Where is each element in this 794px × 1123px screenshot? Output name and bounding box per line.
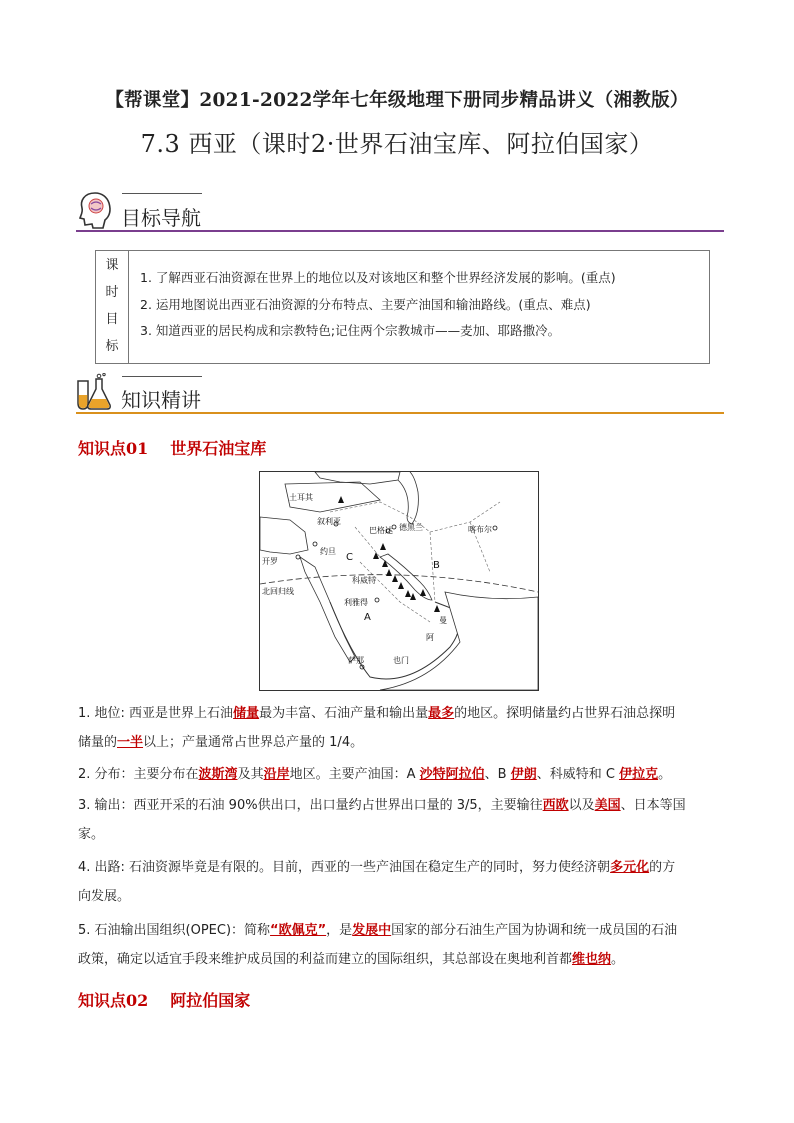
section-top-rule	[122, 193, 202, 194]
map-label-yemen: 也门	[393, 656, 409, 665]
document-title: 【帮课堂】2021-2022学年七年级地理下册同步精品讲义（湘教版）	[105, 90, 689, 111]
text: 向发展。	[78, 889, 131, 904]
text: 及其	[237, 767, 264, 782]
lesson-title: 7.3 西亚（课时2·世界石油宝库、阿拉伯国家）	[140, 130, 654, 158]
goals-list	[140, 265, 616, 345]
knowledge-section-title: 知识精讲	[121, 388, 201, 412]
map-label-turkey: 土耳其	[289, 493, 313, 502]
text: 国家的部分石油生产国为协调和统一成员国的石油	[391, 923, 678, 938]
text: 最为丰富、石油产量和输出量	[259, 706, 429, 721]
flask-icon	[74, 373, 114, 417]
map-marker-c: C	[346, 552, 353, 563]
map-label-syria: 叙利亚	[317, 517, 341, 526]
section-top-rule	[122, 376, 202, 377]
knowledge-point-number: 知识点01	[78, 439, 149, 458]
text: 以上；产量通常占世界总产量的 1/4。	[143, 735, 364, 750]
answer-highlight: 伊拉克	[619, 767, 659, 782]
map-label-oman: 曼	[439, 616, 447, 625]
text: 家。	[78, 827, 105, 842]
answer-highlight: 储量	[233, 706, 260, 721]
text: 2. 分布：主要分布在	[78, 767, 199, 782]
goals-section-title: 目标导航	[121, 206, 201, 230]
map-label-kabul: 喀布尔	[468, 525, 492, 534]
west-asia-oil-map	[259, 471, 539, 691]
text: 。	[658, 767, 672, 782]
knowledge-point-1-heading	[78, 436, 266, 459]
paragraph-position	[78, 699, 720, 757]
answer-highlight: “欧佩克”	[270, 923, 327, 938]
answer-highlight: 维也纳	[572, 952, 612, 967]
knowledge-point-2-heading	[78, 988, 250, 1011]
map-label-tropic: 北回归线	[262, 587, 294, 596]
text: 的地区。探明储量约占世界石油总探明	[454, 706, 676, 721]
text: 。	[611, 952, 625, 967]
goals-label	[96, 251, 129, 363]
goal-item: 1. 了解西亚石油资源在世界上的地位以及对该地区和整个世界经济发展的影响。(重点)	[140, 270, 616, 285]
text: 3. 输出：西亚开采的石油 90%供出口，出口量约占世界出口量的 3/5，主要输往	[78, 798, 543, 813]
text: 、B	[484, 767, 511, 782]
map-marker-a: A	[364, 612, 371, 623]
text: 的方	[649, 860, 676, 875]
goals-label-char: 目	[105, 312, 119, 327]
knowledge-point-name: 世界石油宝库	[170, 439, 267, 458]
text: 5. 石油输出国组织(OPEC)：简称	[78, 923, 271, 938]
answer-highlight: 最多	[428, 706, 455, 721]
knowledge-point-number: 知识点02	[78, 991, 149, 1010]
answer-highlight: 伊朗	[510, 767, 537, 782]
text: ，是	[326, 923, 353, 938]
answer-highlight: 一半	[117, 735, 144, 750]
map-label-sanaa: 萨那	[348, 656, 364, 665]
paragraph-export	[78, 791, 720, 849]
goals-label-char: 课	[105, 258, 119, 273]
answer-highlight: 多元化	[610, 860, 650, 875]
answer-highlight: 发展中	[352, 923, 392, 938]
goals-section-underline	[76, 230, 724, 232]
goals-box	[95, 250, 710, 364]
paragraph-outlook	[78, 853, 720, 911]
goals-label-char: 时	[105, 285, 119, 300]
text: 储量的	[78, 735, 118, 750]
answer-highlight: 西欧	[542, 798, 569, 813]
text: 以及	[568, 798, 595, 813]
answer-highlight: 美国	[594, 798, 621, 813]
map-label-kuwait: 科威特	[352, 576, 376, 585]
knowledge-section-underline	[76, 412, 724, 414]
map-label-cairo: 开罗	[262, 557, 278, 566]
goal-item: 3. 知道西亚的居民构成和宗教特色;记住两个宗教城市——麦加、耶路撒冷。	[140, 323, 561, 338]
brain-icon	[76, 190, 114, 234]
answer-highlight: 波斯湾	[198, 767, 238, 782]
text: 政策，确定以适宜手段来维护成员国的利益而建立的国际组织，其总部设在奥地利首都	[78, 952, 573, 967]
paragraph-opec	[78, 916, 720, 974]
text: 地区。主要产油国：A	[289, 767, 420, 782]
map-label-riyadh: 利雅得	[344, 598, 368, 607]
knowledge-point-name: 阿拉伯国家	[170, 991, 251, 1010]
goal-item: 2. 运用地图说出西亚石油资源的分布特点、主要产油国和输油路线。(重点、难点)	[140, 296, 591, 312]
map-label-baghdad: 巴格达	[369, 526, 393, 535]
text: 、科威特和 C	[536, 767, 620, 782]
answer-highlight: 沿岸	[263, 767, 290, 782]
map-marker-b: B	[433, 560, 440, 571]
goals-label-char: 标	[105, 339, 119, 354]
map-label-a: 阿	[426, 633, 434, 642]
paragraph-distribution	[78, 760, 720, 789]
answer-highlight: 沙特阿拉伯	[419, 767, 485, 782]
text: 4. 出路: 石油资源毕竟是有限的。目前，西亚的一些产油国在稳定生产的同时，努力使经济朝	[78, 860, 611, 875]
text: 、日本等国	[620, 798, 686, 813]
map-label-jordan: 约旦	[320, 547, 336, 556]
map-label-tehran: 德黑兰	[399, 523, 423, 532]
text: 1. 地位: 西亚是世界上石油	[78, 706, 234, 721]
